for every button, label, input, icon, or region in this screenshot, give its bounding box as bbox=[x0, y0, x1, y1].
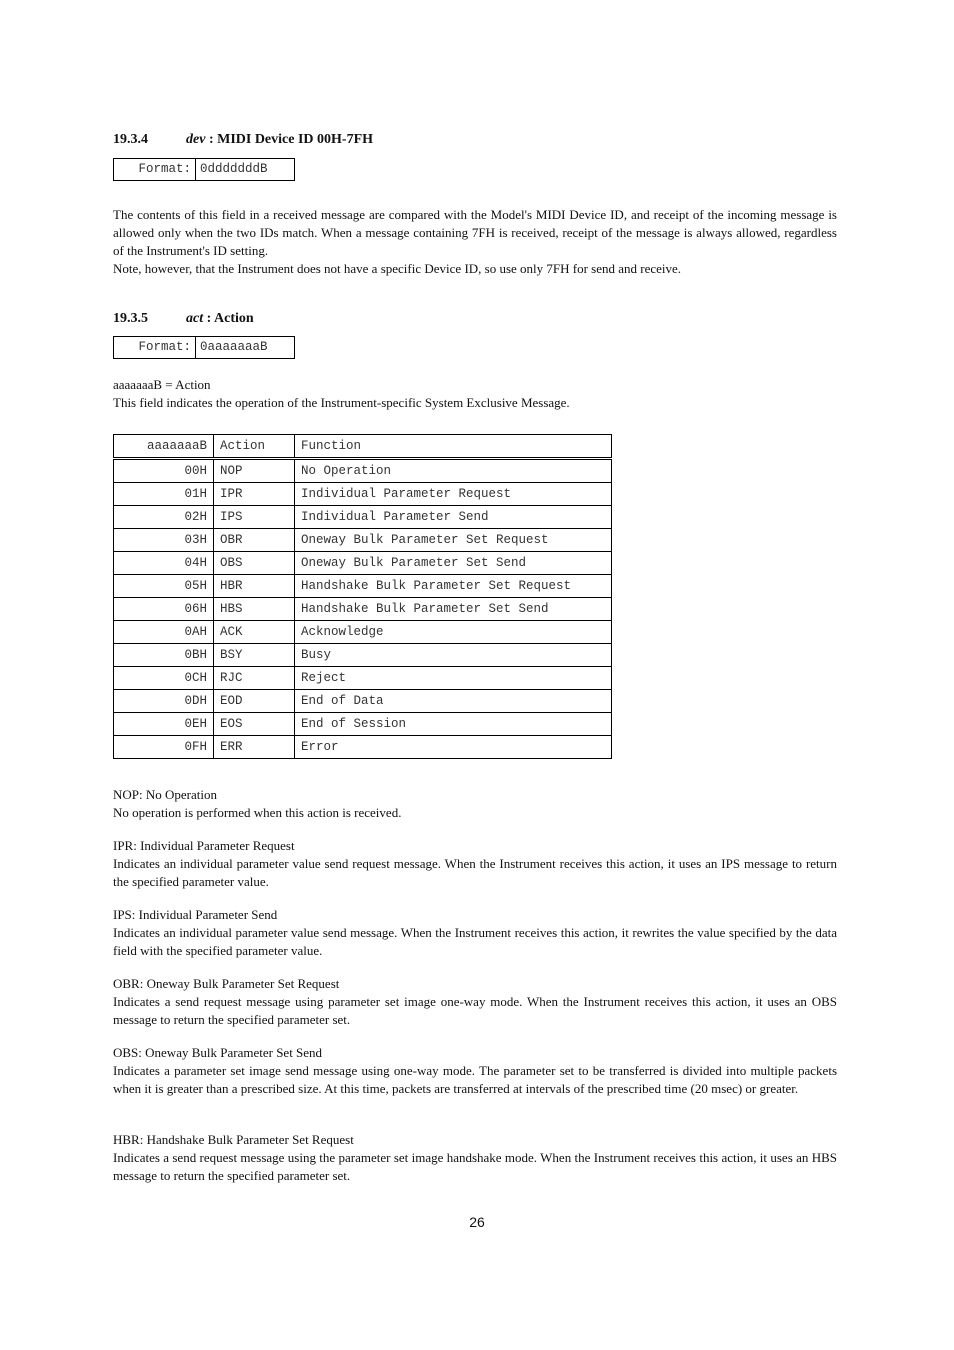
function-cell: Reject bbox=[295, 667, 612, 690]
code-cell: 03H bbox=[114, 529, 214, 552]
action-cell: BSY bbox=[214, 644, 295, 667]
format-box-dev bbox=[113, 158, 295, 181]
function-cell: Handshake Bulk Parameter Set Send bbox=[295, 598, 612, 621]
action-cell: EOS bbox=[214, 713, 295, 736]
code-cell: 0CH bbox=[114, 667, 214, 690]
function-cell: Acknowledge bbox=[295, 621, 612, 644]
paragraph: The contents of this field in a received message are compared with the Model's MIDI Device ID, and receipt of the incoming message is allowed only when the two IDs match. When a message containing 7FH is received, receipt of the message is always allowed, regardless of the Instrument's ID setting. bbox=[113, 207, 837, 258]
desc-title: OBR: Oneway Bulk Parameter Set Request bbox=[113, 976, 340, 991]
table-row bbox=[114, 736, 612, 759]
action-cell: OBS bbox=[214, 552, 295, 575]
action-cell: OBR bbox=[214, 529, 295, 552]
format-box-act bbox=[113, 336, 295, 359]
action-cell: ACK bbox=[214, 621, 295, 644]
code-cell: 02H bbox=[114, 506, 214, 529]
table-row bbox=[114, 529, 612, 552]
desc-text: Indicates a send request message using the parameter set image handshake mode. When the Instrument receives this action, it uses an HBS message to return the specified parameter set. bbox=[113, 1150, 837, 1183]
column-header: Function bbox=[295, 435, 612, 459]
table-row bbox=[114, 506, 612, 529]
action-cell: IPR bbox=[214, 483, 295, 506]
function-cell: End of Data bbox=[295, 690, 612, 713]
desc-hbr bbox=[113, 1131, 837, 1185]
code-cell: 0EH bbox=[114, 713, 214, 736]
table-row bbox=[114, 598, 612, 621]
table-row bbox=[114, 483, 612, 506]
function-cell: Handshake Bulk Parameter Set Request bbox=[295, 575, 612, 598]
section-title: : Action bbox=[203, 311, 254, 326]
action-cell: RJC bbox=[214, 667, 295, 690]
table-row bbox=[114, 575, 612, 598]
code-cell: 0FH bbox=[114, 736, 214, 759]
section-number: 19.3.5 bbox=[113, 311, 148, 326]
action-table bbox=[113, 434, 612, 759]
code-cell: 00H bbox=[114, 459, 214, 483]
column-header: Action bbox=[214, 435, 295, 459]
format-value: 0aaaaaaaB bbox=[196, 337, 295, 359]
act-intro bbox=[113, 376, 570, 412]
function-cell: Error bbox=[295, 736, 612, 759]
desc-title: IPR: Individual Parameter Request bbox=[113, 838, 295, 853]
field-name: act bbox=[186, 311, 204, 326]
desc-text: Indicates a send request message using parameter set image one-way mode. When the Instrument receives this action, it uses an OBS message to return the specified parameter set. bbox=[113, 994, 837, 1027]
desc-obr bbox=[113, 975, 837, 1029]
table-row bbox=[114, 621, 612, 644]
action-cell: HBR bbox=[214, 575, 295, 598]
desc-ipr bbox=[113, 837, 837, 891]
desc-title: HBR: Handshake Bulk Parameter Set Request bbox=[113, 1132, 354, 1147]
function-cell: Busy bbox=[295, 644, 612, 667]
format-label: Format: bbox=[114, 159, 196, 181]
desc-title: OBS: Oneway Bulk Parameter Set Send bbox=[113, 1045, 323, 1060]
page-number: 26 bbox=[469, 1214, 485, 1230]
section-title: : MIDI Device ID 00H-7FH bbox=[205, 132, 374, 147]
intro-line: aaaaaaaB = Action bbox=[113, 377, 211, 392]
function-cell: No Operation bbox=[295, 459, 612, 483]
table-header-row bbox=[114, 435, 612, 459]
table-row bbox=[114, 459, 612, 483]
table-row bbox=[114, 667, 612, 690]
section-heading-act bbox=[113, 311, 254, 327]
table-row bbox=[114, 713, 612, 736]
intro-line: This field indicates the operation of the Instrument-specific System Exclusive Message. bbox=[113, 395, 570, 410]
action-cell: HBS bbox=[214, 598, 295, 621]
format-value: 0dddddddB bbox=[196, 159, 295, 181]
desc-text: Indicates an individual parameter value send request message. When the Instrument receives this action, it uses an IPS message to return the specified parameter value. bbox=[113, 856, 837, 889]
code-cell: 04H bbox=[114, 552, 214, 575]
code-cell: 0AH bbox=[114, 621, 214, 644]
code-cell: 05H bbox=[114, 575, 214, 598]
action-cell: ERR bbox=[214, 736, 295, 759]
code-cell: 0DH bbox=[114, 690, 214, 713]
paragraph: Note, however, that the Instrument does not have a specific Device ID, so use only 7FH for send and receive. bbox=[113, 261, 682, 276]
desc-text: No operation is performed when this action is received. bbox=[113, 805, 402, 820]
function-cell: Individual Parameter Send bbox=[295, 506, 612, 529]
desc-title: IPS: Individual Parameter Send bbox=[113, 907, 278, 922]
action-cell: EOD bbox=[214, 690, 295, 713]
function-cell: Individual Parameter Request bbox=[295, 483, 612, 506]
function-cell: Oneway Bulk Parameter Set Send bbox=[295, 552, 612, 575]
table-row bbox=[114, 644, 612, 667]
desc-nop bbox=[113, 786, 837, 822]
action-cell: NOP bbox=[214, 459, 295, 483]
table-row bbox=[114, 552, 612, 575]
function-cell: Oneway Bulk Parameter Set Request bbox=[295, 529, 612, 552]
code-cell: 01H bbox=[114, 483, 214, 506]
desc-text: Indicates a parameter set image send message using one-way mode. The parameter set to be transferred is divided into multiple packets when it is greater than a prescribed size. At this time, packets are transferred at intervals of the prescribed time (20 msec) or greater. bbox=[113, 1063, 837, 1096]
dev-description bbox=[113, 206, 837, 278]
section-number: 19.3.4 bbox=[113, 132, 148, 147]
code-cell: 06H bbox=[114, 598, 214, 621]
desc-ips bbox=[113, 906, 837, 960]
table-row bbox=[114, 690, 612, 713]
column-header: aaaaaaaB bbox=[114, 435, 214, 459]
field-name: dev bbox=[186, 132, 206, 147]
desc-title: NOP: No Operation bbox=[113, 787, 217, 802]
code-cell: 0BH bbox=[114, 644, 214, 667]
desc-text: Indicates an individual parameter value send message. When the Instrument receives this action, it rewrites the value specified by the data field with the specified parameter value. bbox=[113, 925, 837, 958]
format-label: Format: bbox=[114, 337, 196, 359]
function-cell: End of Session bbox=[295, 713, 612, 736]
action-cell: IPS bbox=[214, 506, 295, 529]
desc-obs bbox=[113, 1044, 837, 1098]
section-heading-dev bbox=[113, 132, 373, 148]
